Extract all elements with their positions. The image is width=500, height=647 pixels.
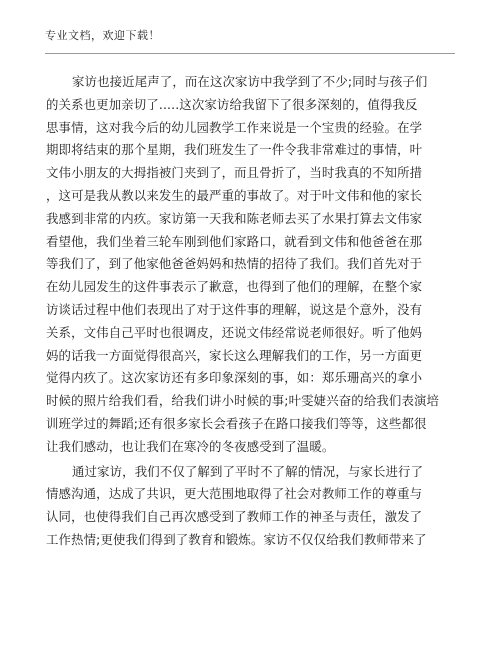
text-line: 关系，文伟自己平时也很调皮，还说文伟经常说老师很好。听了他妈 — [46, 324, 423, 340]
text-line: 情感沟通，达成了共识，更大范围地取得了社会对教师工作的尊重与 — [46, 486, 423, 502]
text-line: 思事情，这对我今后的幼儿园教学工作来说是一个宝贵的经验。在学 — [46, 119, 423, 135]
page-header: 专业文档，欢迎下载！ — [45, 29, 160, 42]
document-body — [46, 71, 456, 554]
text-line: 觉得内疚了。这次家访还有多印象深刻的事，如：郑乐珊高兴的拿小 — [46, 370, 423, 386]
text-line: 等我们了，到了他家他爸爸妈妈和热情的招待了我们。我们首先对于 — [46, 256, 423, 272]
text-line: 在幼儿园发生的这件事表示了歉意，也得到了他们的理解，在整个家 — [46, 279, 423, 295]
text-line: 工作热情;更使我们得到了教育和锻炼。家访不仅仅给我们教师带来了 — [46, 531, 427, 547]
text-line: 让我们感动，也让我们在寒冷的冬夜感受到了温暖。 — [46, 438, 335, 454]
text-line: ，这可是我从教以来发生的最严重的事故了。对于叶文伟和他的家长 — [46, 187, 423, 203]
text-line: 期即将结束的那个星期，我们班发生了一件令我非常难过的事情，叶 — [46, 142, 423, 158]
text-line: 认同，也使得我们自己再次感受到了教师工作的神圣与责任，激发了 — [46, 509, 423, 525]
text-line: 训班学过的舞蹈;还有很多家长会看孩子在路口接我们等等，这些都很 — [46, 415, 427, 431]
text-line: 我感到非常的内疚。家访第一天我和陈老师去买了水果打算去文伟家 — [46, 210, 423, 226]
text-line: 文伟小朋友的大拇指被门夹到了，而且骨折了，当时我真的不知所措 — [46, 165, 423, 181]
paragraph-1 — [46, 71, 456, 459]
text-line: 时候的照片给我们看，给我们讲小时候的事;叶雯婕兴奋的给我们表演培 — [46, 393, 440, 409]
text-line: 通过家访，我们不仅了解到了平时不了解的情况，与家长进行了 — [72, 463, 424, 479]
text-line: 家访也接近尾声了，而在这次家访中我学到了不少;同时与孩子们 — [72, 74, 428, 89]
header-divider — [45, 53, 455, 54]
text-line: 看望他，我们坐着三轮车刚到他们家路口，就看到文伟和他爸爸在那 — [46, 233, 423, 249]
text-line: 访谈话过程中他们表现出了对于这件事的理解，说这是个意外，没有 — [46, 301, 423, 317]
paragraph-2 — [46, 461, 456, 552]
text-line: 妈的话我一方面觉得很高兴，家长这么理解我们的工作，另一方面更 — [46, 347, 423, 363]
text-line: 的关系也更加亲切了.....这次家访给我留下了很多深刻的，值得我反 — [46, 96, 418, 112]
